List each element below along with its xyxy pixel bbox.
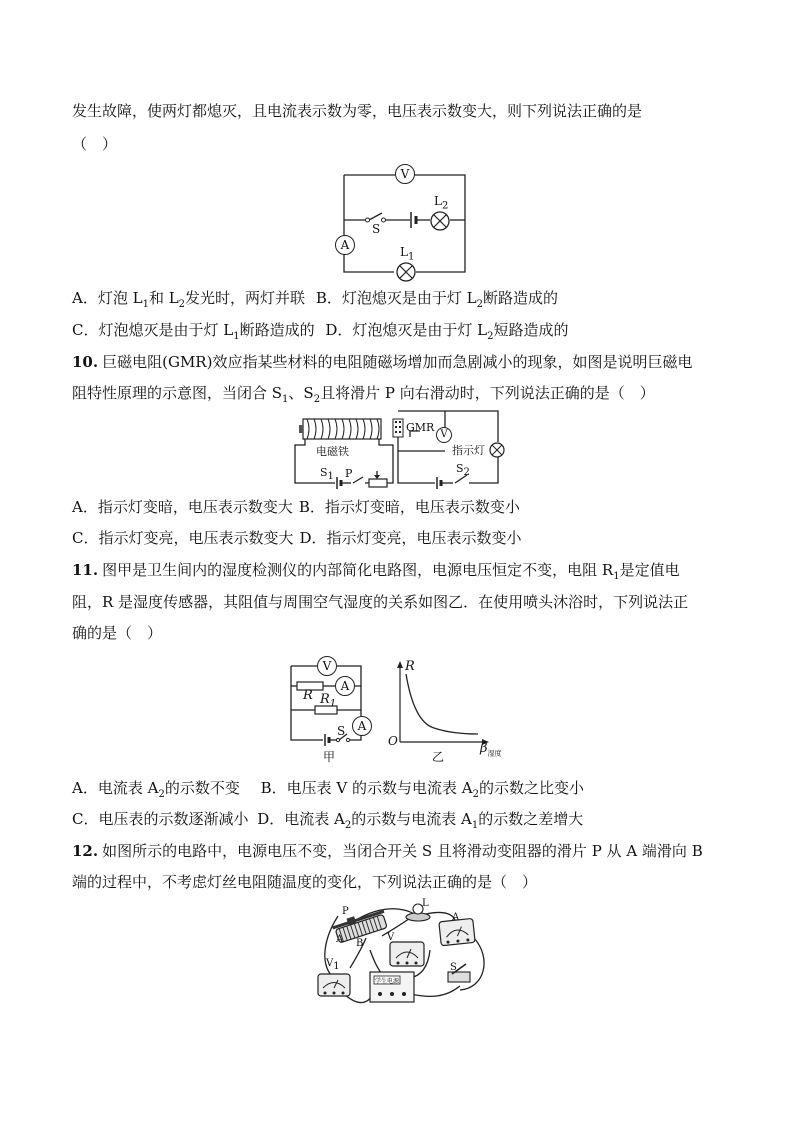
q11-label-jia: 甲	[323, 750, 336, 764]
q10-label-s2: $S_2$	[456, 462, 470, 479]
q12-label-p: P	[342, 906, 349, 917]
q9-label-l1: $L_1$	[400, 245, 415, 263]
q12-stem-line2: 端的过程中，不考虑灯丝电阻随温度的变化，下列说法正确的是（ ）	[72, 873, 538, 891]
q11-stem-line2: 阻，R 是湿度传感器，其阻值与周围空气湿度的关系如图乙．在使用喷头沐浴时，下列说法正	[72, 593, 689, 611]
q11-label-yi: 乙	[432, 750, 445, 764]
q12-stem-line1: 12. 如图所示的电路中，电源电压不变，当闭合开关 S 且将滑动变阻器的滑片 P 从 A 端滑向 B	[72, 842, 703, 860]
q11-label-r1: $R_1$	[320, 692, 337, 710]
q11-stem-line3: 确的是（ ）	[72, 624, 163, 642]
q11-options-cd: C．电压表的示数逐渐减小 D．电流表 $A_2$的示数与电流表 $A_1$的示数之差增大	[72, 810, 584, 831]
q12-apparatus-figure	[310, 898, 500, 1010]
q9-options-cd: C．灯泡熄灭是由于灯 $L_1$断路造成的 D．灯泡熄灭是由于灯 $L_2$短路造成的	[72, 321, 569, 342]
q9-ammeter: A	[335, 235, 355, 255]
q11-label-r: R	[303, 688, 313, 703]
q9-label-l2: $L_2$	[434, 194, 449, 212]
q12-label-a-end: A	[336, 934, 344, 945]
q11-graph-label-x: $\beta_{湿度}$	[480, 741, 502, 758]
q9-label-s: S	[372, 222, 381, 236]
q12-label-l: L	[422, 898, 429, 909]
q11-options-ab: A．电流表 $A_2$的示数不变 B．电压表 V 的示数与电流表 $A_2$的示数之比变小	[72, 779, 584, 800]
q9-lamp-l1-icon	[396, 262, 416, 282]
q12-label-supply: 学生电源	[375, 978, 400, 985]
q9-stem-line2: （ ）	[72, 135, 118, 153]
q10-label-electromagnet: 电磁铁	[316, 445, 349, 458]
q11-ammeter-a2: A	[352, 716, 372, 736]
q11-voltmeter: V	[317, 656, 337, 676]
q11-stem-line1: 11. 图甲是卫生间内的湿度检测仪的内部简化电路图，电源电压恒定不变，电阻 $R_1$是定值电	[72, 561, 680, 582]
q10-label-s1: $S_1$	[320, 466, 334, 483]
q9-options-ab: A．灯泡 $L_1$和 $L_2$发光时，两灯并联 B．灯泡熄灭是由于灯 $L_2$断路造成的	[72, 289, 558, 310]
q11-ammeter-a1: A	[335, 676, 355, 696]
q10-options-cd: C．指示灯变亮，电压表示数变大 D．指示灯变亮，电压表示数变小	[72, 529, 522, 547]
q9-lamp-l2-icon	[430, 211, 450, 231]
q10-stem-line1: 10. 巨磁电阻(GMR)效应指某些材料的电阻随磁场增加而急剧减小的现象，如图是说明巨磁电	[72, 353, 693, 371]
q12-label-v1: $V_1$	[326, 958, 340, 972]
q11-label-s: S	[337, 724, 346, 738]
q9-stem-line1: 发生故障，使两灯都熄灭，且电流表示数为零，电压表示数变大，则下列说法正确的是	[72, 102, 643, 120]
q11-graph-label-r: R	[405, 659, 415, 674]
q9-voltmeter: V	[395, 164, 415, 184]
q10-voltmeter: V	[436, 427, 452, 443]
q10-label-gmr: GMR	[406, 421, 435, 434]
q12-label-v: V	[387, 932, 395, 943]
q11-graph-curve	[406, 674, 478, 734]
q12-label-a: A	[452, 912, 460, 923]
q12-label-s: S	[450, 962, 457, 973]
q10-stem-line2: 阻特性原理的示意图，当闭合 $S_1$、$S_2$且将滑片 P 向右滑动时，下列说法正确的是（ ）	[72, 384, 655, 405]
q10-label-p: P	[345, 467, 353, 480]
q11-graph-label-o: O	[388, 734, 398, 748]
q10-options-ab: A．指示灯变暗，电压表示数变大 B．指示灯变暗，电压表示数变小	[72, 498, 520, 516]
q10-indicator-lamp-icon	[489, 442, 505, 458]
q12-label-b-end: B	[356, 938, 364, 949]
q10-label-indicator: 指示灯	[452, 444, 485, 457]
